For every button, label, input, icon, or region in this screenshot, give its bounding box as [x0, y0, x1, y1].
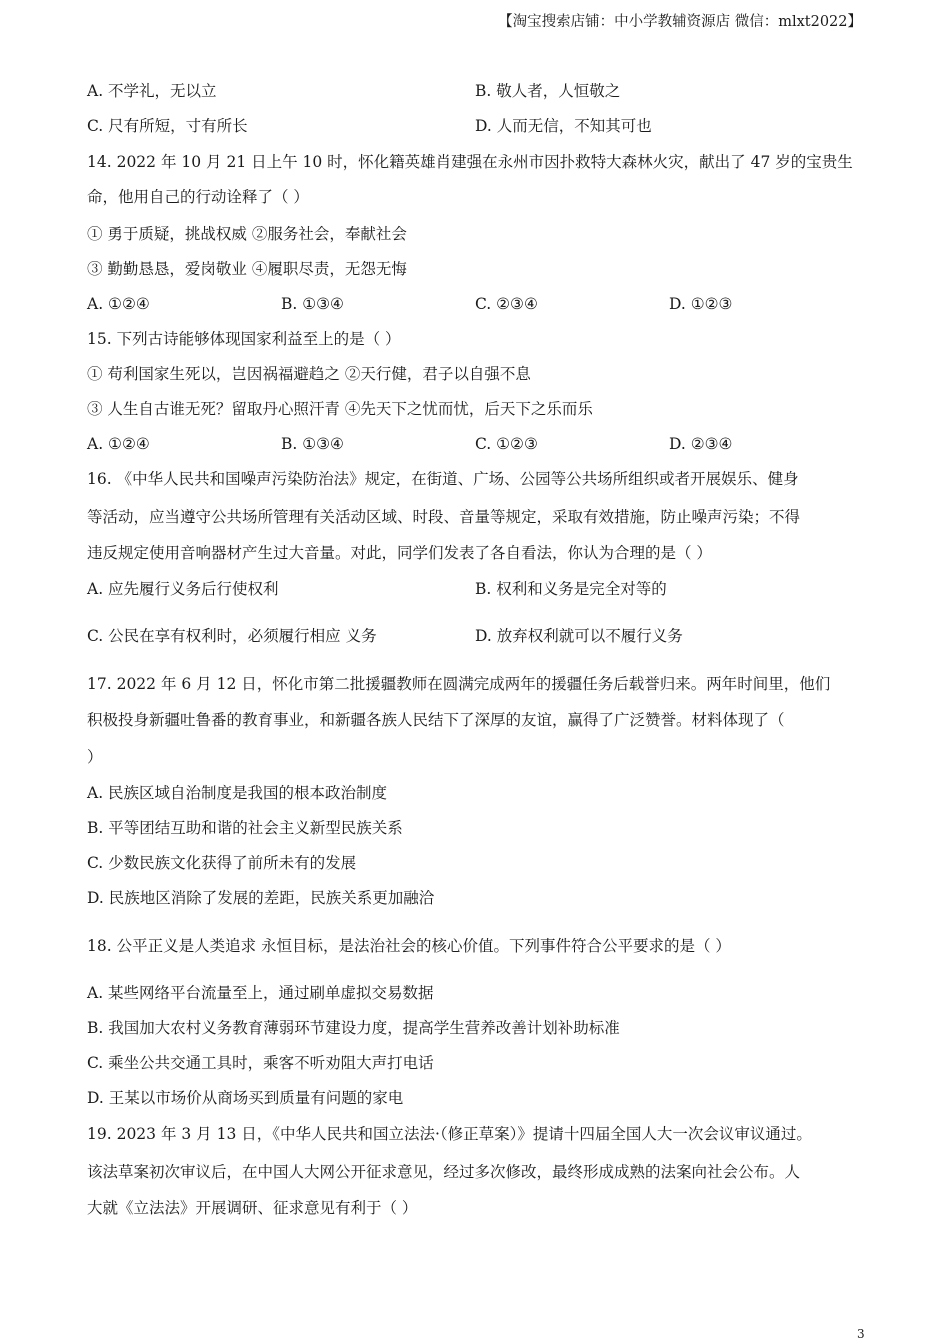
q14-option-a: A. ①②④ [87, 295, 150, 313]
q13-option-b: B. 敬人者，人恒敬之 [475, 82, 621, 100]
q15-stem: 15. 下列古诗能够体现国家利益至上的是（ ） [87, 330, 401, 348]
q17-option-c: C. 少数民族文化获得了前所未有的发展 [87, 854, 357, 872]
q18-stem: 18. 公平正义是人类追求 永恒目标，是法治社会的核心价值。下列事件符合公平要求的是（ ） [87, 937, 731, 955]
q13-option-c: C. 尺有所短，寸有所长 [87, 117, 248, 135]
page-number: 3 [857, 1327, 865, 1341]
q17-option-a: A. 民族区域自治制度是我国的根本政治制度 [87, 784, 388, 802]
q16-stem-line-3: 违反规定使用音响器材产生过大音量。对此，同学们发表了各自看法，你认为合理的是（ ） [87, 544, 712, 562]
q14-option-c: C. ②③④ [475, 295, 538, 313]
q19-stem-line-1: 19. 2023 年 3 月 13 日，《中华人民共和国立法法·（修正草案）》提请十四届全国人大一次会议审议通过。 [87, 1125, 812, 1143]
q13-option-a: A. 不学礼，无以立 [87, 82, 217, 100]
q16-stem-line-1: 16. 《中华人民共和国噪声污染防治法》规定，在街道、广场、公园等公共场所组织或者开展娱乐、健身 [87, 470, 799, 488]
q17-stem-line-1: 17. 2022 年 6 月 12 日，怀化市第二批援疆教师在圆满完成两年的援疆任务后载誉归来。两年时间里，他们 [87, 675, 831, 693]
q15-items-line-2: ③ 人生自古谁无死？留取丹心照汗青 ④先天下之忧而忧，后天下之乐而乐 [87, 400, 593, 418]
q18-option-a: A. 某些网络平台流量至上，通过刷单虚拟交易数据 [87, 984, 434, 1002]
q13-option-d: D. 人而无信，不知其可也 [475, 117, 652, 135]
q18-option-c: C. 乘坐公共交通工具时，乘客不听劝阻大声打电话 [87, 1054, 434, 1072]
q15-option-d: D. ②③④ [669, 435, 733, 453]
q19-stem-line-2: 该法草案初次审议后，在中国人大网公开征求意见，经过多次修改，最终形成成熟的法案向社会公布。人 [87, 1163, 801, 1181]
q14-items-line-2: ③ 勤勤恳恳，爱岗敬业 ④履职尽责，无怨无悔 [87, 260, 407, 278]
q16-option-b: B. 权利和义务是完全对等的 [475, 580, 667, 598]
q17-option-b: B. 平等团结互助和谐的社会主义新型民族关系 [87, 819, 403, 837]
page-header: 【淘宝搜索店铺：中小学教辅资源店 微信：mlxt2022】 [498, 14, 862, 30]
q17-stem-line-3: ） [87, 748, 103, 766]
q16-option-c: C. 公民在享有权利时，必须履行相应 义务 [87, 627, 377, 645]
q17-stem-line-2: 积极投身新疆吐鲁番的教育事业，和新疆各族人民结下了深厚的友谊，赢得了广泛赞誉。材料体现了（ [87, 711, 785, 729]
q16-stem-line-2: 等活动，应当遵守公共场所管理有关活动区域、时段、音量等规定，采取有效措施，防止噪声污染；不得 [87, 508, 801, 526]
q14-option-b: B. ①③④ [281, 295, 344, 313]
q14-stem-line-2: 命，他用自己的行动诠释了（ ） [87, 188, 309, 206]
q15-option-b: B. ①③④ [281, 435, 344, 453]
q18-option-d: D. 王某以市场价从商场买到质量有问题的家电 [87, 1089, 404, 1107]
q14-items-line-1: ① 勇于质疑，挑战权威 ②服务社会，奉献社会 [87, 225, 407, 243]
q15-items-line-1: ① 苟利国家生死以，岂因祸福避趋之 ②天行健，君子以自强不息 [87, 365, 531, 383]
q15-option-c: C. ①②③ [475, 435, 538, 453]
q16-option-a: A. 应先履行义务后行使权利 [87, 580, 279, 598]
q15-option-a: A. ①②④ [87, 435, 150, 453]
q14-option-d: D. ①②③ [669, 295, 733, 313]
q19-stem-line-3: 大就《立法法》开展调研、征求意见有利于（ ） [87, 1199, 418, 1217]
q17-option-d: D. 民族地区消除了发展的差距，民族关系更加融洽 [87, 889, 435, 907]
q16-option-d: D. 放弃权利就可以不履行义务 [475, 627, 683, 645]
q18-option-b: B. 我国加大农村义务教育薄弱环节建设力度，提高学生营养改善计划补助标准 [87, 1019, 620, 1037]
q14-stem-line-1: 14. 2022 年 10 月 21 日上午 10 时，怀化籍英雄肖建强在永州市因扑救特大森林火灾，献出了 47 岁的宝贵生 [87, 153, 853, 171]
